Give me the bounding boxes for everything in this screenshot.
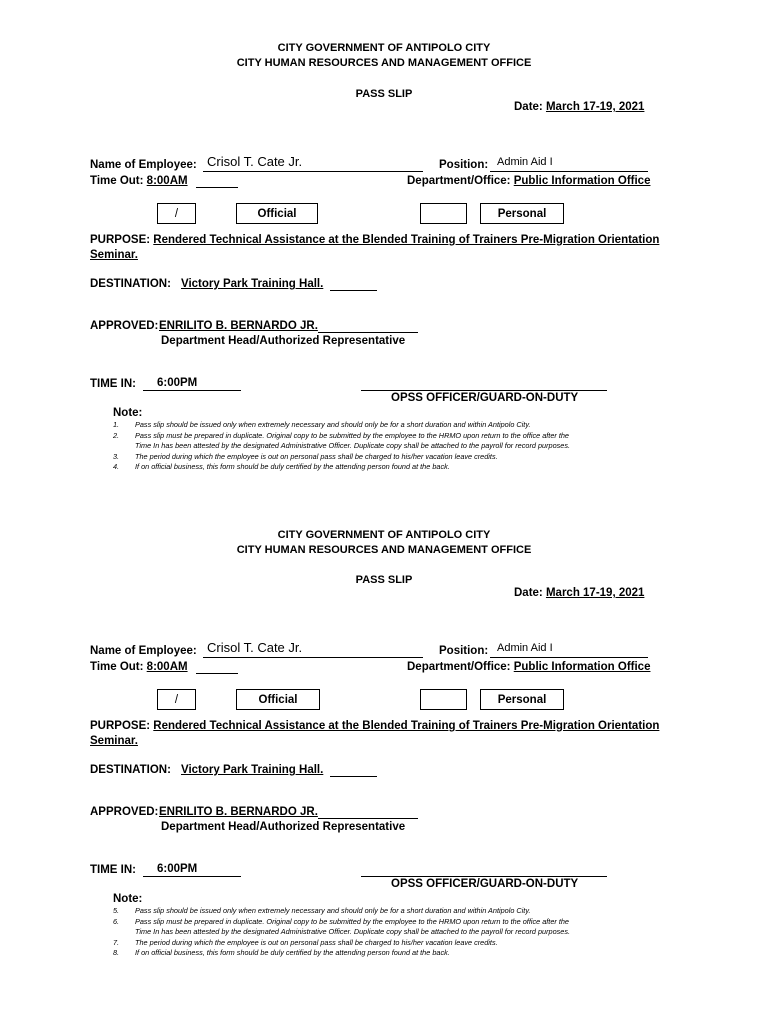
note-text-continued: Time In has been attested by the designated Administrative Officer. Duplicate copy shall be attached to the payroll for record purposes.: [135, 441, 571, 451]
time-out-label: Time Out:: [90, 661, 144, 673]
employee-name-field[interactable]: Crisol T. Cate Jr.: [207, 640, 303, 655]
date-value: March 17-19, 2021: [545, 101, 645, 113]
purpose-line1: Rendered Technical Assistance at the Blended Training of Trainers Pre-Migration Orientation: [153, 234, 660, 246]
destination-underline: [330, 290, 377, 291]
guard-caption: OPSS OFFICER/GUARD-ON-DUTY: [391, 878, 579, 890]
approved-label: APPROVED:: [90, 320, 159, 332]
notes-title: Note:: [113, 893, 143, 905]
approved-caption: Department Head/Authorized Representative: [161, 821, 406, 833]
header-line2: CITY HUMAN RESOURCES AND MANAGEMENT OFFICE: [236, 57, 532, 69]
note-item: [113, 948, 450, 958]
date-value: March 17-19, 2021: [545, 587, 645, 599]
official-check-box[interactable]: /: [157, 203, 196, 224]
note-item: [113, 420, 530, 430]
date-label: Date:: [514, 101, 543, 113]
approved-underline: [318, 818, 418, 819]
notes-title: Note:: [113, 407, 143, 419]
department-value: Public Information Office: [513, 175, 651, 187]
guard-signature-line: [361, 390, 607, 391]
date-row: [514, 101, 644, 113]
note-number: 2.: [113, 431, 120, 440]
personal-check-box[interactable]: [420, 689, 467, 710]
note-text-continued: Time In has been attested by the designated Administrative Officer. Duplicate copy shall be attached to the payroll for record purposes.: [135, 927, 571, 937]
note-item: [113, 462, 450, 472]
approved-value: ENRILITO B. BERNARDO JR.: [159, 806, 318, 818]
employee-underline: [203, 657, 423, 658]
position-label: Position:: [439, 159, 489, 171]
note-number: 7.: [113, 938, 120, 947]
time-out-underline: [196, 187, 238, 188]
header-line1: CITY GOVERNMENT OF ANTIPOLO CITY: [277, 529, 491, 541]
note-text: Pass slip should be issued only when extremely necessary and should only be for a short duration and within Antipolo City.: [135, 420, 531, 429]
note-text: If on official business, this form should be duly certified by the attending person found at the back.: [135, 462, 450, 471]
destination-value: Victory Park Training Hall.: [181, 278, 324, 290]
note-number: 4.: [113, 462, 120, 471]
purpose-line2: Seminar.: [90, 735, 138, 747]
department-value: Public Information Office: [513, 661, 651, 673]
destination-label: DESTINATION:: [90, 764, 171, 776]
department-label: Department/Office:: [407, 175, 511, 187]
time-in-label: TIME IN:: [90, 378, 136, 390]
position-label: Position:: [439, 645, 489, 657]
header-line1: CITY GOVERNMENT OF ANTIPOLO CITY: [277, 42, 491, 54]
slip-title: PASS SLIP: [355, 574, 413, 586]
employee-name-field[interactable]: Crisol T. Cate Jr.: [207, 154, 303, 169]
note-text: Pass slip must be prepared in duplicate. Original copy to be submitted by the employee to the HRMO upon return to the office after the: [135, 917, 569, 926]
note-number: 5.: [113, 906, 120, 915]
position-underline: [490, 171, 648, 172]
pass-slip-2: [0, 486, 768, 972]
note-item: [113, 452, 498, 462]
time-in-value: 6:00PM: [157, 863, 198, 875]
guard-signature-line: [361, 876, 607, 877]
note-text: The period during which the employee is out on personal pass shall be charged to his/her vacation leave credits.: [135, 452, 498, 461]
slip-title: PASS SLIP: [355, 88, 413, 100]
purpose-label: PURPOSE:: [90, 234, 151, 246]
approved-caption: Department Head/Authorized Representative: [161, 335, 406, 347]
time-out-label: Time Out:: [90, 175, 144, 187]
note-number: 6.: [113, 917, 120, 926]
time-out-value: 8:00AM: [146, 661, 188, 673]
employee-underline: [203, 171, 423, 172]
personal-check-box[interactable]: [420, 203, 467, 224]
note-item: [113, 917, 570, 938]
note-text: Pass slip must be prepared in duplicate. Original copy to be submitted by the employee to the HRMO upon return to the office after the: [135, 431, 569, 440]
note-text: If on official business, this form should be duly certified by the attending person found at the back.: [135, 948, 450, 957]
purpose-label: PURPOSE:: [90, 720, 151, 732]
department-row: [407, 661, 650, 673]
purpose-row: [90, 720, 659, 732]
purpose-line1: Rendered Technical Assistance at the Blended Training of Trainers Pre-Migration Orientation: [153, 720, 660, 732]
official-check-box[interactable]: /: [157, 689, 196, 710]
destination-underline: [330, 776, 377, 777]
employee-label: Name of Employee:: [90, 159, 197, 171]
note-text: The period during which the employee is out on personal pass shall be charged to his/her vacation leave credits.: [135, 938, 498, 947]
official-box: Official: [236, 203, 318, 224]
department-label: Department/Office:: [407, 661, 511, 673]
note-number: 3.: [113, 452, 120, 461]
official-box: Official: [236, 689, 320, 710]
guard-caption: OPSS OFFICER/GUARD-ON-DUTY: [391, 392, 579, 404]
position-field[interactable]: Admin Aid I: [497, 156, 553, 168]
note-item: [113, 906, 530, 916]
date-row: [514, 587, 644, 599]
personal-box: Personal: [480, 689, 564, 710]
destination-label: DESTINATION:: [90, 278, 171, 290]
time-out-row: [90, 175, 188, 187]
note-item: [113, 938, 498, 948]
note-item: [113, 431, 570, 452]
purpose-line2: Seminar.: [90, 249, 138, 261]
note-number: 8.: [113, 948, 120, 957]
employee-label: Name of Employee:: [90, 645, 197, 657]
note-text: Pass slip should be issued only when extremely necessary and should only be for a short duration and within Antipolo City.: [135, 906, 531, 915]
purpose-row: [90, 234, 659, 246]
time-in-underline: [143, 390, 241, 391]
personal-box: Personal: [480, 203, 564, 224]
department-row: [407, 175, 650, 187]
pass-slip-1: [0, 0, 768, 486]
date-label: Date:: [514, 587, 543, 599]
time-out-row: [90, 661, 188, 673]
approved-underline: [318, 332, 418, 333]
position-underline: [490, 657, 648, 658]
header-line2: CITY HUMAN RESOURCES AND MANAGEMENT OFFICE: [236, 544, 532, 556]
approved-value: ENRILITO B. BERNARDO JR.: [159, 320, 318, 332]
destination-value: Victory Park Training Hall.: [181, 764, 324, 776]
time-out-underline: [196, 673, 238, 674]
position-field[interactable]: Admin Aid I: [497, 642, 553, 654]
time-in-value: 6:00PM: [157, 377, 198, 389]
approved-label: APPROVED:: [90, 806, 159, 818]
time-in-label: TIME IN:: [90, 864, 136, 876]
time-out-value: 8:00AM: [146, 175, 188, 187]
time-in-underline: [143, 876, 241, 877]
note-number: 1.: [113, 420, 120, 429]
